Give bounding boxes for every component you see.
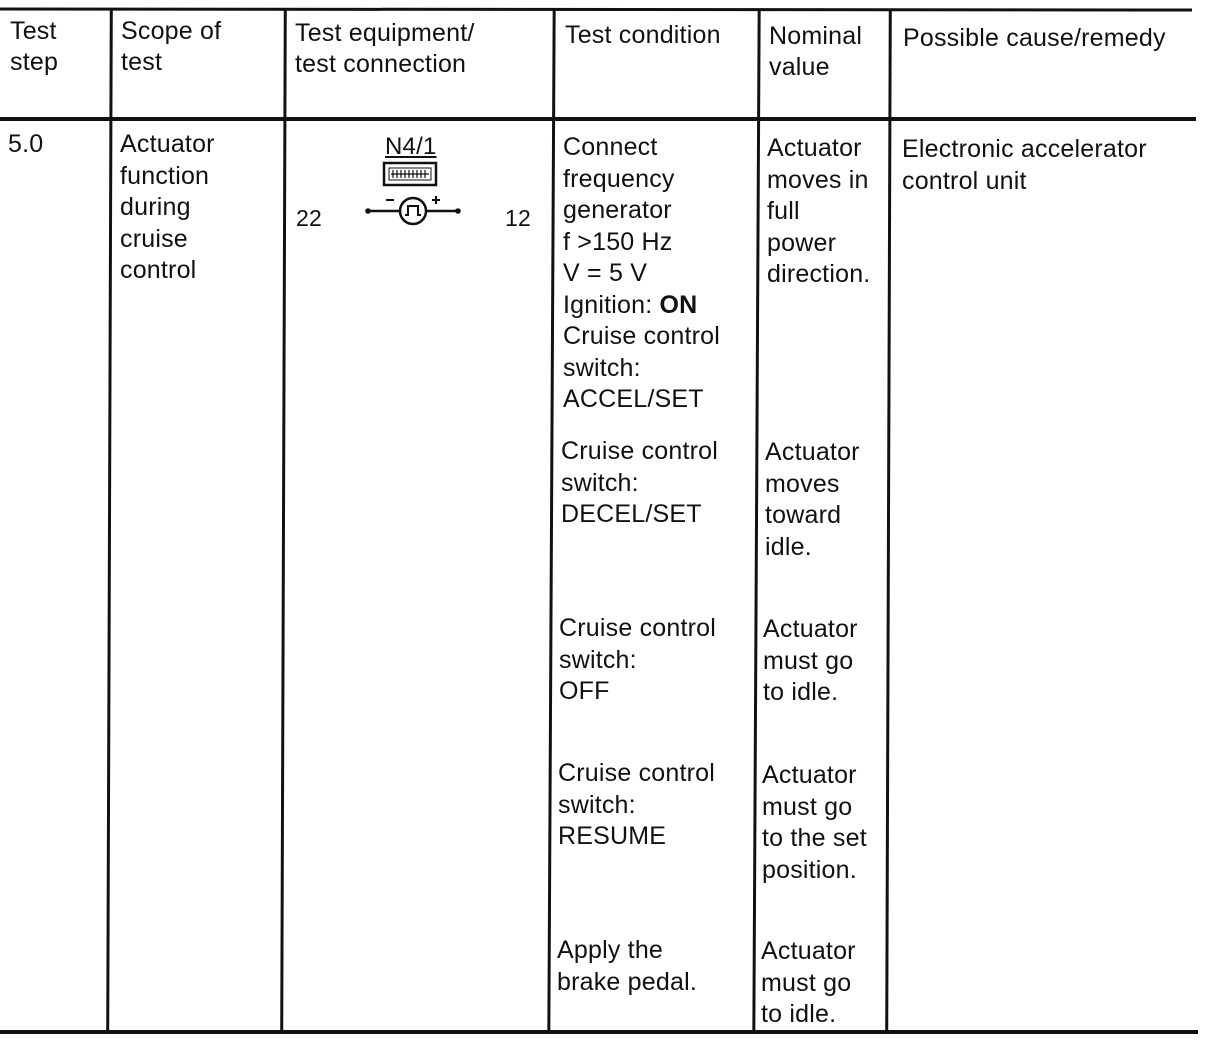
component-label: N4/1	[385, 133, 437, 160]
pin-right-label: 12	[505, 205, 531, 231]
header-equipment: Test equipment/ test connection	[295, 19, 475, 78]
condition-5: Apply the brake pedal.	[557, 936, 697, 996]
nominal-5: Actuator must go to idle.	[761, 937, 856, 1028]
nominal-4: Actuator must go to the set position.	[762, 761, 867, 884]
column-divider-5	[885, 9, 892, 1032]
header-test-step: Test step	[10, 17, 59, 76]
condition-2: Cruise control switch: DECEL/SET	[561, 437, 719, 528]
header-bottom-rule	[0, 117, 1196, 121]
condition-1: Connect frequency generator f >150 Hz V = 5 V Ignition: ON Cruise control switch: ACCEL/SET	[563, 133, 721, 413]
column-divider-4	[752, 9, 760, 1032]
header-scope: Scope of test	[121, 17, 222, 76]
column-divider-1	[106, 9, 113, 1032]
header-condition: Test condition	[565, 21, 721, 49]
condition-4: Cruise control switch: RESUME	[558, 759, 716, 850]
column-divider-2	[280, 9, 287, 1032]
nominal-1: Actuator moves in full power direction.	[767, 134, 871, 288]
nominal-2: Actuator moves toward idle.	[765, 438, 860, 561]
header-cause: Possible cause/remedy	[903, 24, 1166, 52]
column-divider-3	[547, 9, 555, 1032]
condition-3: Cruise control switch: OFF	[559, 614, 717, 705]
nominal-3: Actuator must go to idle.	[763, 615, 858, 706]
header-nominal: Nominal value	[769, 22, 863, 81]
bottom-rule	[0, 1030, 1198, 1034]
top-rule	[0, 7, 1192, 11]
test-step-value: 5.0	[8, 130, 44, 158]
scope-text: Actuator function during cruise control	[120, 130, 215, 284]
possible-cause-text: Electronic accelerator control unit	[902, 135, 1147, 195]
pin-left-label: 22	[296, 205, 322, 231]
